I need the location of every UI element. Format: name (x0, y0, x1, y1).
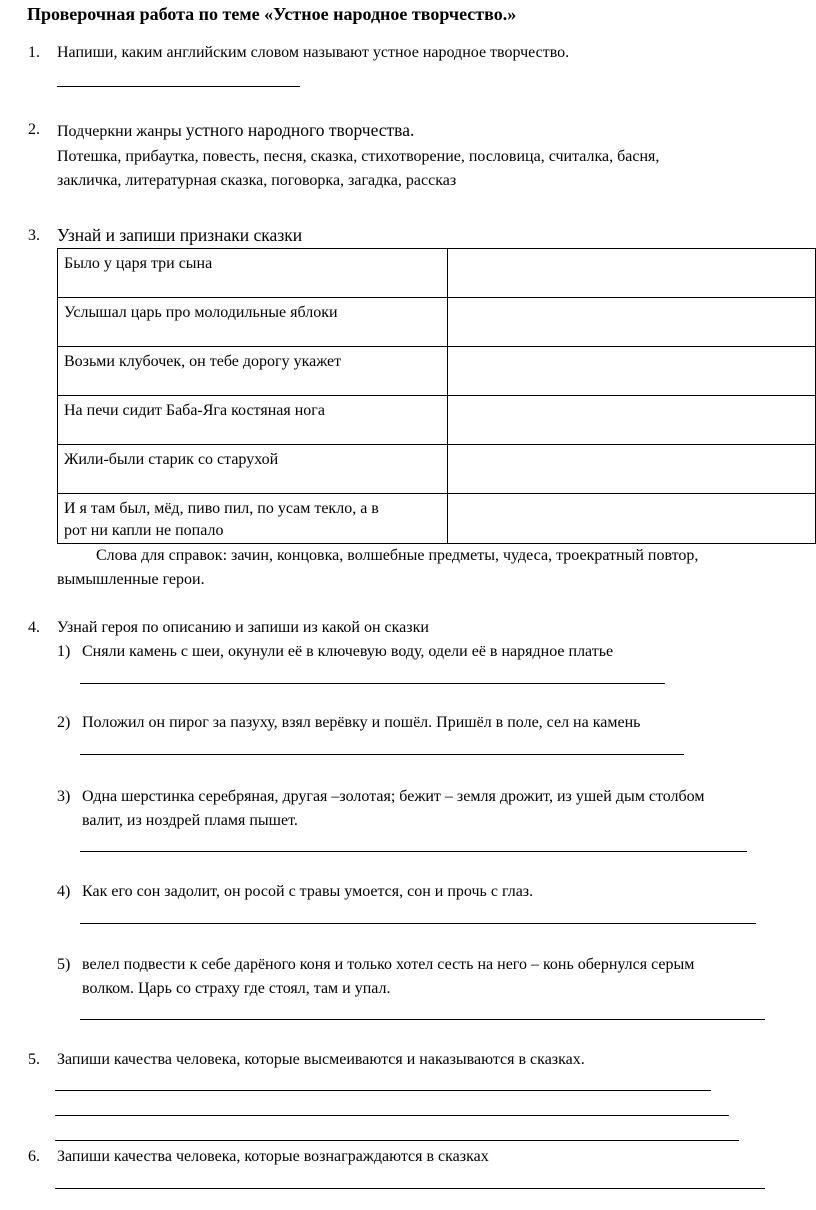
question-prompt-part: Подчеркни жанры (57, 123, 186, 140)
table-cell-answer[interactable] (448, 494, 816, 544)
question-text (57, 120, 414, 142)
answer-line[interactable] (80, 683, 665, 684)
answer-line[interactable] (55, 1140, 739, 1141)
answer-line[interactable] (55, 1115, 729, 1116)
question-text: Узнай героя по описанию и запиши из какой он сказки (57, 619, 429, 636)
question-text: Напиши, каким английским словом называют устное народное творчество. (57, 44, 570, 61)
item-text: Положил он пирог за пазуху, взял верёвку и пошёл. Пришёл в поле, сел на камень (82, 714, 641, 731)
question-text: Запиши качества человека, которые высмеиваются и наказываются в сказках. (57, 1051, 585, 1068)
table-cell-phrase: На печи сидит Баба-Яга костяная нога (58, 396, 448, 445)
table-cell-answer[interactable] (448, 298, 816, 347)
question-number: 5. (28, 1051, 40, 1068)
page-title: Проверочная работа по теме «Устное народное творчество.» (27, 4, 517, 24)
answer-line[interactable] (80, 754, 684, 755)
item-number: 4) (57, 883, 71, 900)
question-number: 4. (28, 619, 40, 636)
item-text: велел подвести к себе дарёного коня и только хотел сесть на него – конь обернулся серым (82, 956, 695, 973)
item-text: Как его сон задолит, он росой с травы умоется, сон и прочь с глаз. (82, 883, 534, 900)
question-number: 6. (28, 1148, 40, 1165)
table-cell-phrase: Жили-были старик со старухой (58, 445, 448, 494)
hint-text: вымышленные герои. (57, 571, 205, 588)
answer-line[interactable] (80, 1019, 765, 1020)
hint-text: Слова для справок: зачин, концовка, волшебные предметы, чудеса, троекратный повтор, (96, 547, 699, 564)
genre-list-line[interactable]: Потешка, прибаутка, повесть, песня, сказка, стихотворение, пословица, считалка, басня, (57, 148, 660, 165)
table-cell-phrase: Было у царя три сына (58, 249, 448, 298)
genre-list-line[interactable]: закличка, литературная сказка, поговорка, загадка, рассказ (57, 172, 457, 189)
item-number: 1) (57, 643, 71, 660)
table-cell-answer[interactable] (448, 396, 816, 445)
item-number: 5) (57, 956, 71, 973)
table-cell-answer[interactable] (448, 249, 816, 298)
question-text: Узнай и запиши признаки сказки (57, 225, 303, 245)
item-text: волком. Царь со страху где стоял, там и упал. (82, 980, 391, 997)
question-number: 2. (28, 121, 40, 138)
table-cell-phrase: И я там был, мёд, пиво пил, по усам текло, а в рот ни капли не попало (58, 494, 448, 544)
item-text: Одна шерстинка серебряная, другая –золотая; бежит – земля дрожит, из ушей дым столбом (82, 788, 705, 805)
answer-line[interactable] (55, 1090, 711, 1091)
table-cell-answer[interactable] (448, 445, 816, 494)
question-text: Запиши качества человека, которые вознаграждаются в сказках (57, 1148, 489, 1165)
question-prompt-part: устного народного творчества. (185, 120, 415, 140)
item-number: 2) (57, 714, 71, 731)
item-number: 3) (57, 788, 71, 805)
answer-line[interactable] (55, 1188, 765, 1189)
table-cell-phrase: Услышал царь про молодильные яблоки (58, 298, 448, 347)
answer-line[interactable] (80, 851, 747, 852)
table-cell-answer[interactable] (448, 347, 816, 396)
question-number: 3. (28, 227, 40, 244)
answer-line[interactable] (80, 923, 756, 924)
table-cell-phrase: Возьми клубочек, он тебе дорогу укажет (58, 347, 448, 396)
answer-line[interactable] (57, 86, 300, 87)
item-text: Сняли камень с шеи, окунули её в ключевую воду, одели её в нарядное платье (82, 643, 614, 660)
question-number: 1. (28, 44, 40, 61)
item-text: валит, из ноздрей пламя пышет. (82, 812, 298, 829)
fairy-tale-signs-table (57, 248, 816, 544)
